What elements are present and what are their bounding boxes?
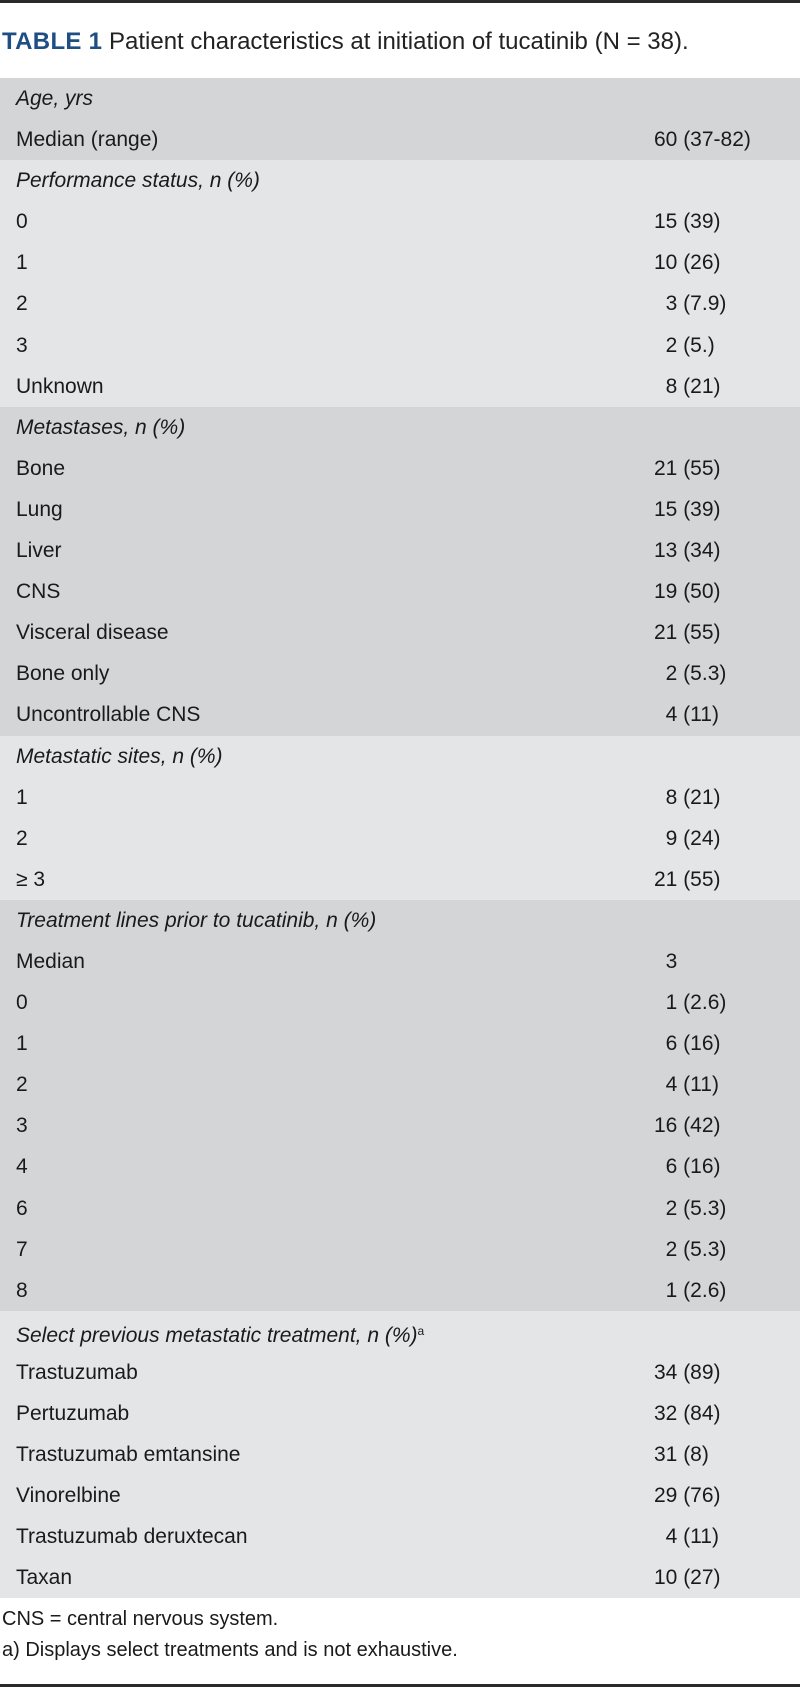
section-heading: [16, 900, 376, 941]
row-label: Trastuzumab emtansine: [16, 1443, 241, 1467]
table-row: [0, 1516, 800, 1557]
section-heading-row: [0, 900, 800, 941]
section-heading: [16, 407, 185, 448]
row-label: Trastuzumab deruxtecan: [16, 1525, 248, 1549]
table-row: [0, 818, 800, 859]
table-row: [0, 366, 800, 407]
row-label: 0: [16, 991, 28, 1015]
table-row: [0, 1064, 800, 1105]
row-label: ≥ 3: [16, 867, 46, 891]
table-row: [0, 1557, 800, 1598]
table-section: [0, 1311, 800, 1599]
table-row: [0, 1475, 800, 1516]
row-label: 0: [16, 210, 28, 234]
table-row: [0, 1434, 800, 1475]
row-label: Visceral disease: [16, 621, 169, 645]
table-row: [0, 242, 800, 283]
row-value: 4 (11): [654, 1525, 719, 1549]
table-section: [0, 736, 800, 900]
footnote-a: a) Displays select treatments and is not exhaustive.: [2, 1639, 458, 1661]
row-label: 1: [16, 785, 28, 809]
row-label: Lung: [16, 497, 63, 521]
row-value: 4 (11): [654, 1073, 719, 1097]
table-row: [0, 530, 800, 571]
table-row: [0, 982, 800, 1023]
row-label: Bone: [16, 456, 66, 480]
row-value: 3: [654, 949, 678, 973]
row-label: Liver: [16, 539, 62, 563]
row-value: 32 (84): [654, 1402, 721, 1425]
table-row: [0, 1146, 800, 1187]
section-heading-text: Select previous metastatic treatment, n (%): [16, 1323, 418, 1347]
table-section: [0, 160, 800, 407]
row-label: 1: [16, 1032, 28, 1056]
table-row: [0, 325, 800, 366]
row-value: 1 (2.6): [654, 991, 727, 1015]
row-value: 29 (76): [654, 1484, 721, 1508]
row-label: Vinorelbine: [16, 1484, 121, 1508]
row-value: 8 (21): [654, 785, 721, 809]
row-value: 2 (5.3): [654, 662, 727, 686]
footnotes: [2, 1604, 798, 1666]
table-row: [0, 1229, 800, 1270]
table-row: [0, 694, 800, 735]
row-value: 6 (16): [654, 1032, 721, 1056]
section-heading-row: [0, 407, 800, 448]
table-row: [0, 119, 800, 160]
row-value: 34 (89): [654, 1360, 721, 1384]
table-row: [0, 1105, 800, 1146]
section-heading: [16, 736, 223, 777]
row-value: 2 (5.): [654, 333, 715, 357]
row-label: 1: [16, 251, 28, 275]
table-row: [0, 571, 800, 612]
row-value: 2 (5.3): [654, 1196, 727, 1220]
table-row: [0, 1188, 800, 1229]
table-section: [0, 900, 800, 1311]
row-label: 8: [16, 1278, 28, 1302]
row-value: 6 (16): [654, 1155, 721, 1179]
row-label: Unknown: [16, 374, 104, 398]
table-row: [0, 201, 800, 242]
table-row: [0, 448, 800, 489]
table-row: [0, 283, 800, 324]
table-row: [0, 777, 800, 818]
row-value: 8 (21): [654, 374, 721, 398]
row-value: 10 (26): [654, 251, 721, 275]
row-value: 15 (39): [654, 497, 721, 521]
section-heading-text: Performance status, n (%): [16, 169, 260, 193]
section-heading-row: [0, 160, 800, 201]
caption-text: Patient characteristics at initiation of tucatinib (N = 38).: [102, 28, 689, 55]
row-label: 2: [16, 826, 28, 850]
row-label: 2: [16, 292, 28, 316]
row-value: 3 (7.9): [654, 292, 727, 316]
row-label: Median (range): [16, 128, 159, 152]
section-heading-row: [0, 736, 800, 777]
section-heading-text: Age, yrs: [16, 87, 94, 110]
row-label: 3: [16, 1114, 28, 1138]
table-row: [0, 1393, 800, 1434]
row-label: Median: [16, 949, 85, 973]
footnote-marker: a: [417, 1323, 425, 1338]
row-label: Uncontrollable CNS: [16, 703, 201, 727]
row-label: 7: [16, 1237, 28, 1261]
row-value: 21 (55): [654, 456, 721, 480]
bottom-rule: [0, 1684, 800, 1687]
row-value: 2 (5.3): [654, 1237, 727, 1261]
footnote-abbreviation: CNS = central nervous system.: [2, 1608, 279, 1630]
table-section: [0, 407, 800, 736]
row-label: Bone only: [16, 662, 110, 686]
table-row: [0, 1023, 800, 1064]
row-value: 21 (55): [654, 867, 721, 891]
table-row: [0, 941, 800, 982]
row-label: 2: [16, 1073, 28, 1097]
section-heading-text: Treatment lines prior to tucatinib, n (%): [16, 908, 377, 932]
table-caption: [2, 26, 798, 58]
row-value: 9 (24): [654, 826, 721, 850]
table-row: [0, 653, 800, 694]
row-value: 10 (27): [654, 1566, 721, 1590]
row-value: 1 (2.6): [654, 1278, 727, 1302]
top-rule: [0, 0, 800, 3]
characteristics-table: [0, 78, 800, 1598]
row-label: 4: [16, 1155, 28, 1179]
row-value: 19 (50): [654, 580, 721, 604]
row-value: 21 (55): [654, 621, 721, 645]
row-label: 3: [16, 333, 28, 357]
table-section: [0, 78, 800, 160]
row-value: 60 (37-82): [654, 128, 751, 152]
row-label: CNS: [16, 580, 61, 604]
section-heading: [16, 160, 260, 201]
section-heading: [16, 1311, 424, 1356]
table-row: [0, 1270, 800, 1311]
table-row: [0, 489, 800, 530]
section-heading: [16, 78, 93, 119]
row-value: 15 (39): [654, 210, 721, 234]
caption-label: TABLE 1: [2, 28, 103, 55]
table-row: [0, 1352, 800, 1393]
row-label: Pertuzumab: [16, 1402, 130, 1425]
row-label: Taxan: [16, 1566, 73, 1590]
section-heading-row: [0, 1311, 800, 1352]
section-heading-row: [0, 78, 800, 119]
row-value: 4 (11): [654, 703, 719, 727]
row-label: 6: [16, 1196, 28, 1220]
row-value: 13 (34): [654, 539, 721, 563]
section-heading-text: Metastatic sites, n (%): [16, 744, 223, 768]
table-row: [0, 612, 800, 653]
row-label: Trastuzumab: [16, 1360, 138, 1384]
table-row: [0, 859, 800, 900]
row-value: 16 (42): [654, 1114, 721, 1138]
section-heading-text: Metastases, n (%): [16, 415, 186, 439]
row-value: 31 (8): [654, 1443, 709, 1467]
